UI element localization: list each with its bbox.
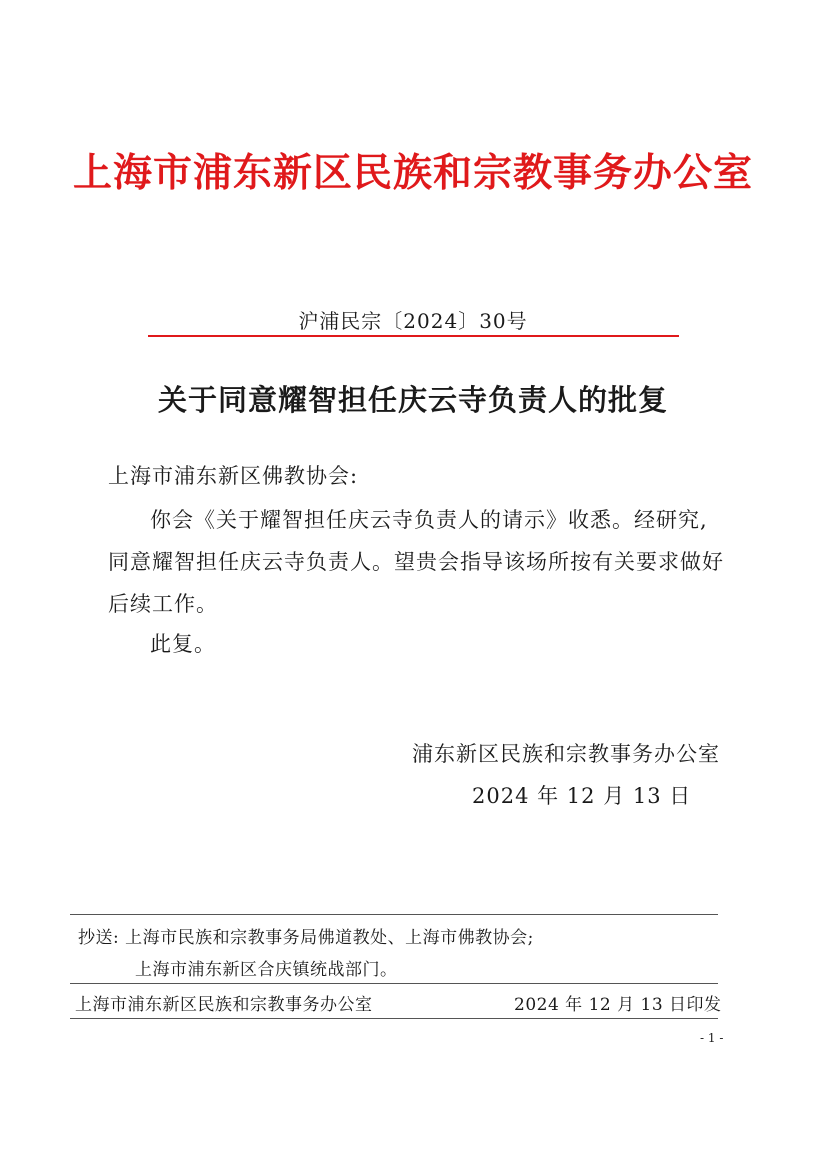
document-title: 关于同意耀智担任庆云寺负责人的批复 [157,383,668,417]
signature-date: 2024 年 12 月 13 日 [472,784,692,808]
footer-printed-date: 2024 年 12 月 13 日印发 [514,995,722,1015]
cc-bottom-rule [70,983,718,984]
cc-line-2: 上海市浦东新区合庆镇统战部门。 [135,960,398,980]
body-line-3: 后续工作。 [108,592,218,616]
footer-office: 上海市浦东新区民族和宗教事务办公室 [75,995,373,1015]
body-line-2: 同意耀智担任庆云寺负责人。望贵会指导该场所按有关要求做好 [108,550,724,574]
footer-bottom-rule [70,1018,718,1019]
header-org-title: 上海市浦东新区民族和宗教事务办公室 [72,150,753,196]
closing-text: 此复。 [150,632,216,656]
red-divider-line [148,335,679,337]
cc-line-1: 抄送: 上海市民族和宗教事务局佛道教处、上海市佛教协会; [78,928,534,948]
recipient: 上海市浦东新区佛教协会: [108,464,359,488]
cc-top-rule [70,914,718,915]
body-line-1: 你会《关于耀智担任庆云寺负责人的请示》收悉。经研究, [150,508,708,532]
document-number: 沪浦民宗〔2024〕30号 [298,309,528,333]
page-number: - 1 - [700,1031,724,1045]
signature-issuer: 浦东新区民族和宗教事务办公室 [412,742,720,766]
